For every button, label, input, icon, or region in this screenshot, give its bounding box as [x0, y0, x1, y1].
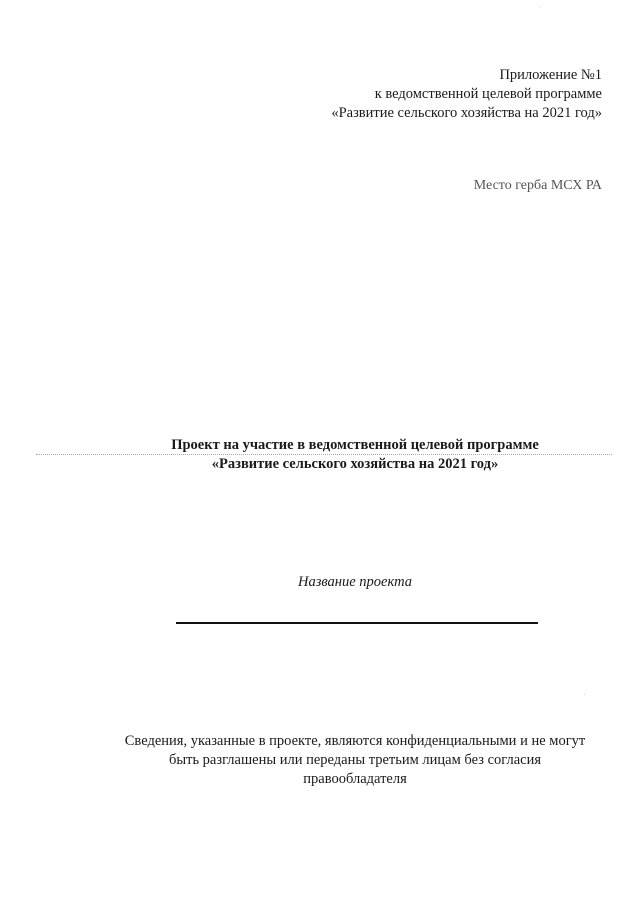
appendix-program-name: «Развитие сельского хозяйства на 2021 год» — [331, 105, 602, 121]
coat-of-arms-placeholder: Место герба МСХ РА — [473, 178, 602, 193]
appendix-header — [331, 66, 602, 123]
project-title — [120, 436, 590, 474]
project-title-line: Проект на участие в ведомственной целевой программе — [171, 437, 539, 453]
project-name-blank-line — [176, 622, 538, 624]
notice-line: правообладателя — [303, 771, 407, 787]
confidentiality-notice — [100, 732, 610, 789]
scan-speck — [584, 694, 585, 695]
notice-line: быть разглашены или переданы третьим лицам без согласия — [168, 752, 541, 768]
notice-line: Сведения, указанные в проекте, являются конфиденциальными и не могут — [124, 733, 586, 749]
appendix-reference: к ведомственной целевой программе — [374, 86, 602, 102]
appendix-number: Приложение №1 — [499, 67, 602, 83]
project-name-caption: Название проекта — [297, 574, 412, 590]
scan-speck — [540, 6, 541, 7]
project-title-program: «Развитие сельского хозяйства на 2021 год» — [211, 456, 499, 472]
